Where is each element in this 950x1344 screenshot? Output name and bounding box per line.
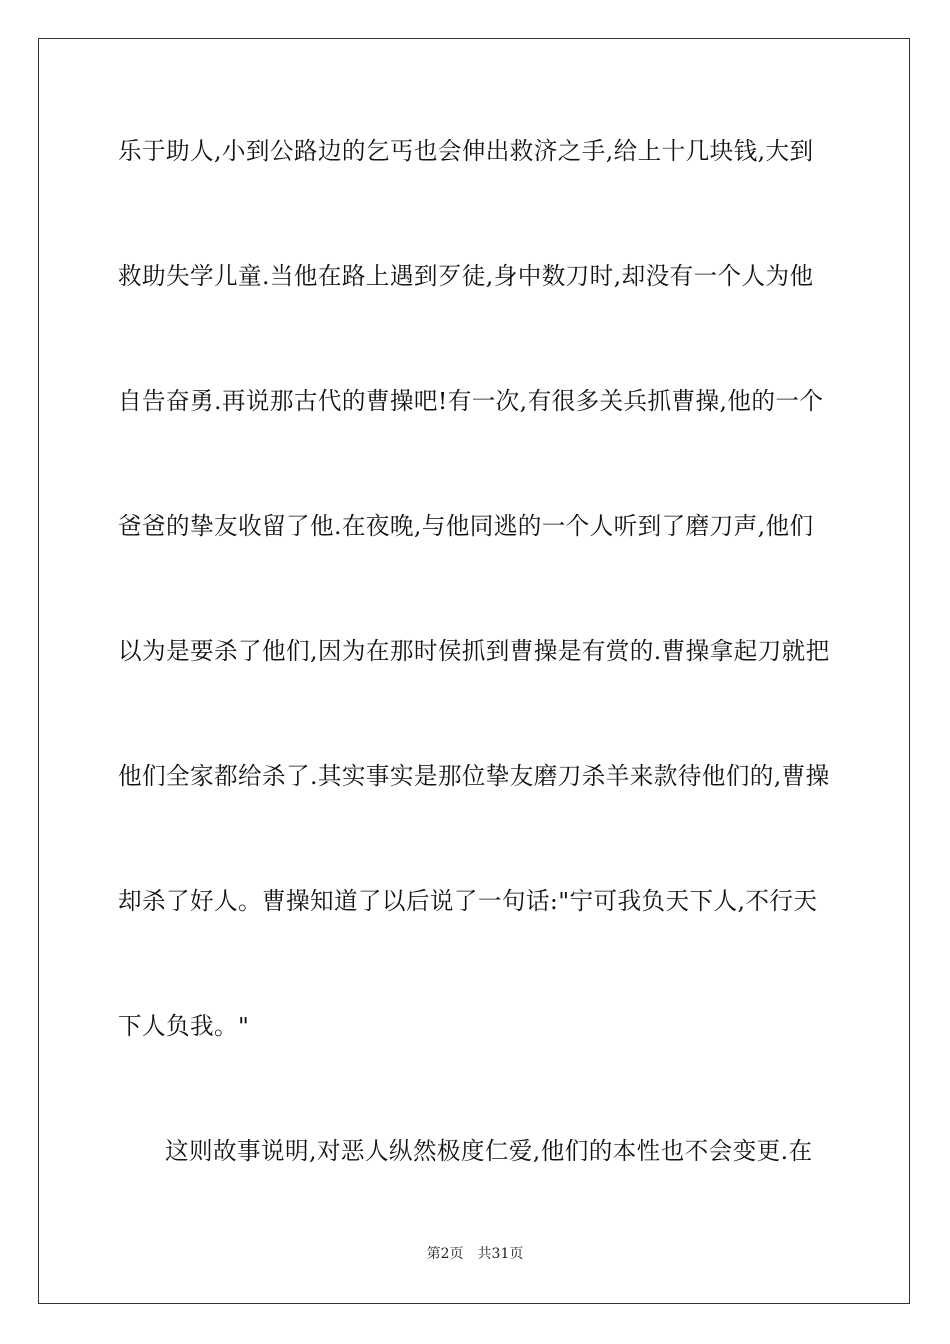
paragraph-first-line: 这则故事说明,对恶人纵然极度仁爱,他们的本性也不会变更.在 — [165, 1137, 813, 1165]
page-footer — [0, 1244, 950, 1264]
text-line: 救助失学儿童.当他在路上遇到歹徒,身中数刀时,却没有一个人为他 — [118, 262, 814, 290]
page-number: 第2页 — [426, 1246, 464, 1262]
text-line: 下人负我。" — [118, 1012, 250, 1040]
text-line: 自告奋勇.再说那古代的曹操吧!有一次,有很多关兵抓曹操,他的一个 — [118, 387, 824, 415]
text-line: 乐于助人,小到公路边的乞丐也会伸出救济之手,给上十几块钱,大到 — [118, 137, 814, 165]
total-pages: 共31页 — [477, 1246, 524, 1262]
text-line: 爸爸的挚友收留了他.在夜晚,与他同逃的一个人听到了磨刀声,他们 — [118, 512, 814, 540]
text-line: 他们全家都给杀了.其实事实是那位挚友磨刀杀羊来款待他们的,曹操 — [118, 762, 830, 790]
text-line: 却杀了好人。曹操知道了以后说了一句话:"宁可我负天下人,不行天 — [118, 887, 818, 915]
document-body — [118, 128, 834, 1253]
text-line: 以为是要杀了他们,因为在那时侯抓到曹操是有赏的.曹操拿起刀就把 — [118, 637, 830, 665]
